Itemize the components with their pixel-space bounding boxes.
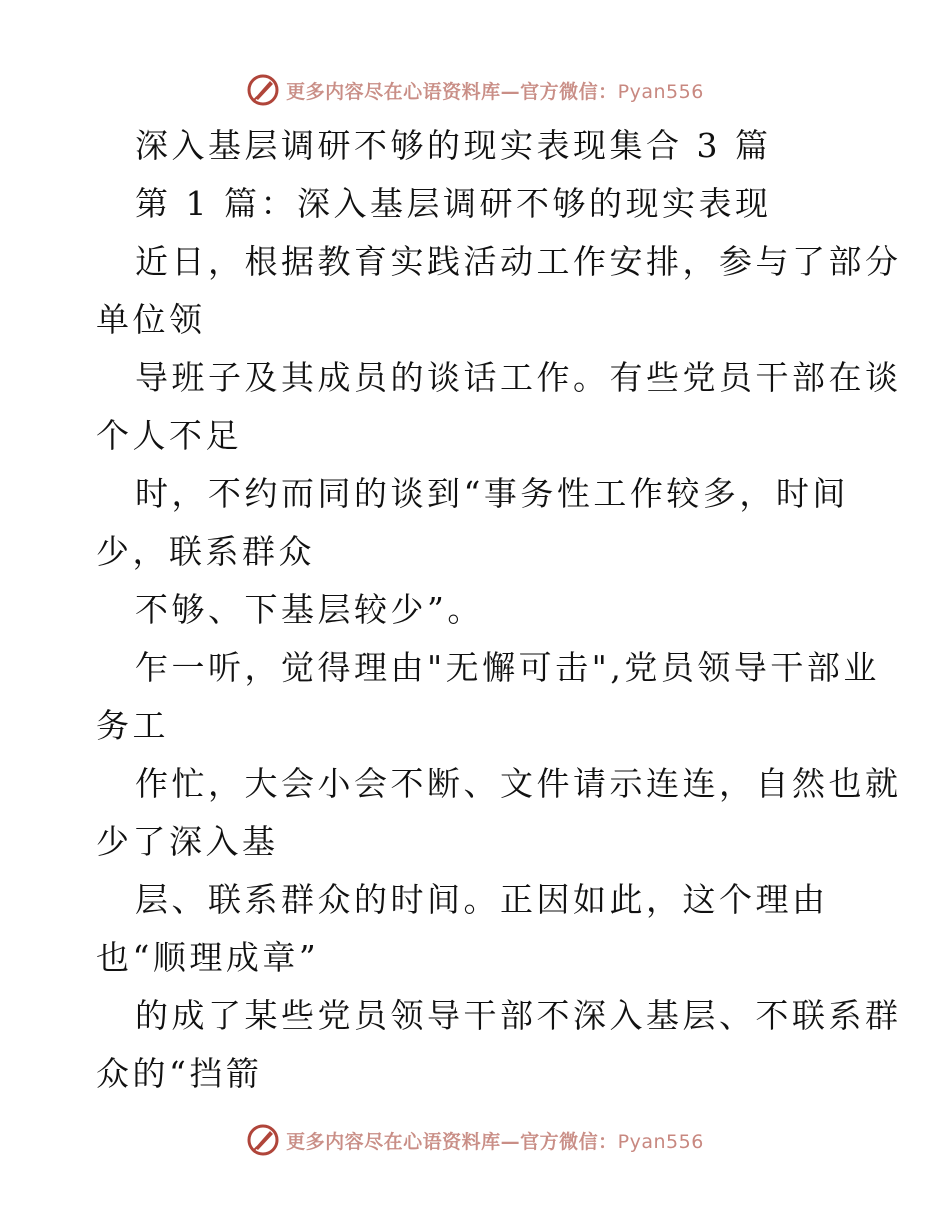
- watermark-text: 更多内容尽在心语资料库—官方微信：Pyan556: [286, 80, 704, 103]
- quill-seal-icon: [246, 1123, 280, 1157]
- paragraph-line: 少了深入基: [96, 822, 279, 861]
- paragraph-line: 众的“挡箭: [96, 1054, 263, 1093]
- paragraph-line: 导班子及其成员的谈话工作。有些党员干部在谈: [135, 358, 902, 397]
- paragraph-line: 近日，根据教育实践活动工作安排，参与了部分: [135, 242, 902, 281]
- paragraph-line: 时，不约而同的谈到“事务性工作较多，时间: [135, 474, 849, 513]
- paragraph-line: 单位领: [96, 300, 206, 339]
- header-watermark: [0, 70, 950, 110]
- paragraph-line: 作忙，大会小会不断、文件请示连连，自然也就: [135, 764, 902, 803]
- paragraph-line: 层、联系群众的时间。正因如此，这个理由: [135, 880, 829, 919]
- paragraph-line: 也“顺理成章”: [96, 938, 320, 977]
- paragraph-line: 不够、下基层较少”。: [135, 590, 484, 629]
- footer-watermark: [0, 1120, 950, 1160]
- paragraph-line: 务工: [96, 706, 169, 745]
- document-title: 深入基层调研不够的现实表现集合 3 篇: [135, 126, 772, 165]
- paragraph-line: 的成了某些党员领导干部不深入基层、不联系群: [135, 996, 902, 1035]
- paragraph-line: 乍一听，觉得理由"无懈可击",党员领导干部业: [135, 648, 880, 687]
- paragraph-line: 少，联系群众: [96, 532, 315, 571]
- section-heading: 第 1 篇：深入基层调研不够的现实表现: [135, 184, 772, 223]
- paragraph-line: 个人不足: [96, 416, 242, 455]
- watermark-text: 更多内容尽在心语资料库—官方微信：Pyan556: [286, 1130, 704, 1153]
- quill-seal-icon: [246, 73, 280, 107]
